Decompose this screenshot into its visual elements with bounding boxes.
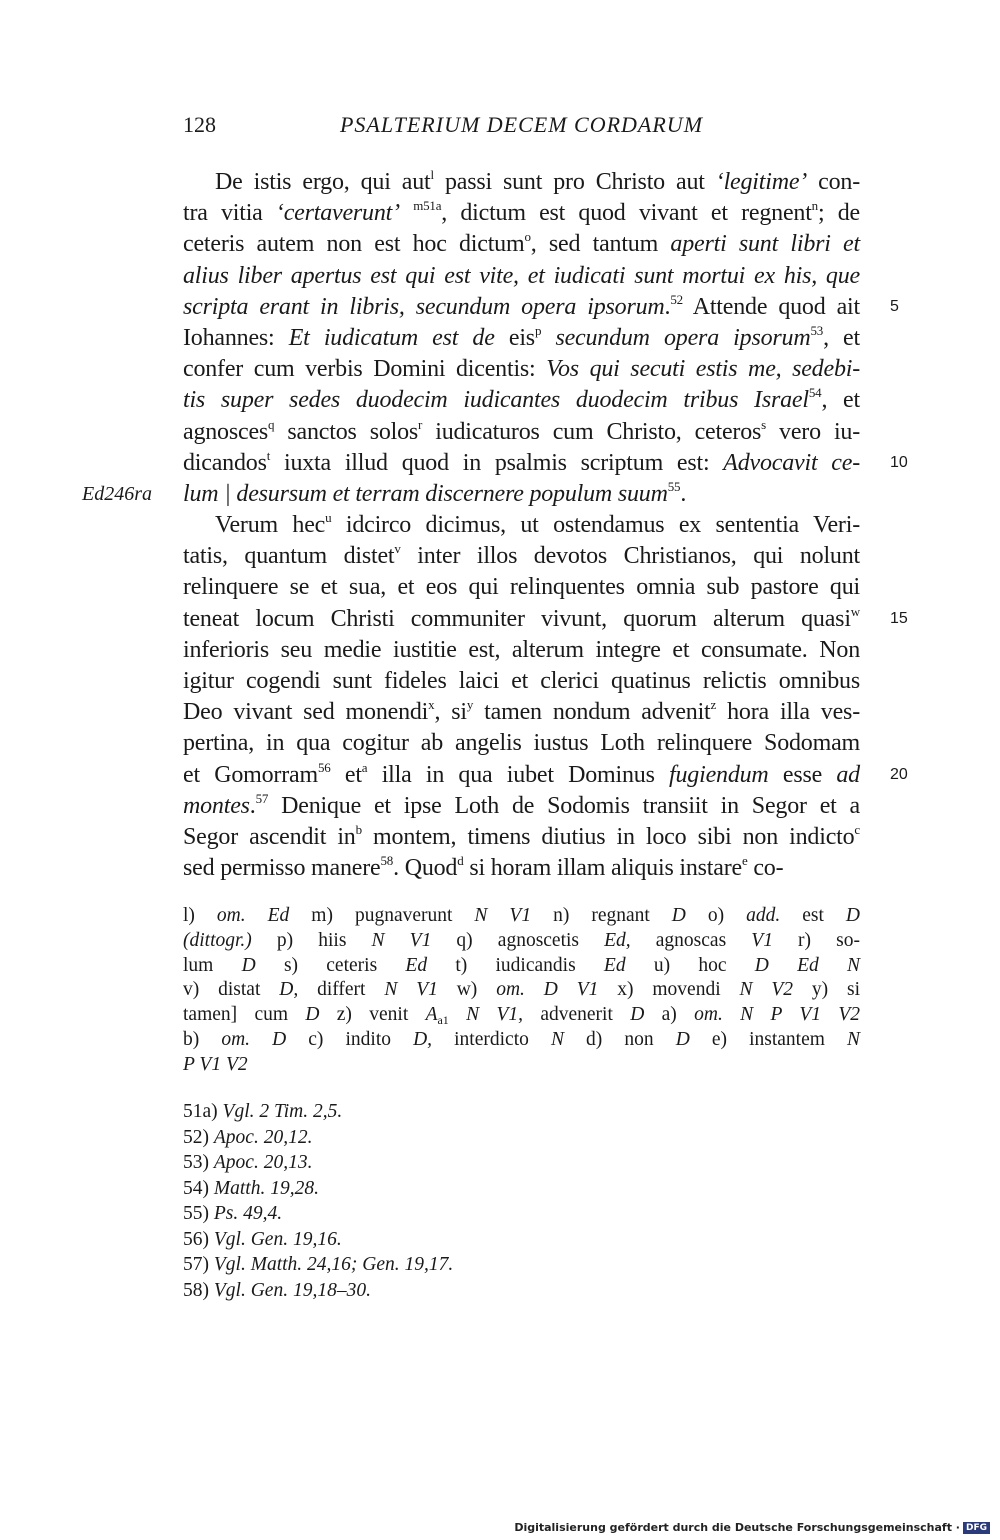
- italic-text: ‘legitime’: [715, 169, 808, 195]
- italic-text: alius liber apertus est qui est vite, et iudicati sunt mortui ex his, que: [183, 262, 860, 289]
- note-marker: x: [428, 697, 435, 713]
- italic-text: D: [845, 905, 860, 926]
- source-note: 57) Vgl. Matth. 24,16; Gen. 19,17.: [183, 1254, 454, 1275]
- italic-text: Ed: [405, 954, 428, 976]
- italic-text: Vgl. 2 Tim. 2,5.: [222, 1101, 343, 1122]
- text-line: confer cum verbis Domini dicentis: Vos qui secuti estis me, sedebi-: [183, 356, 860, 383]
- italic-text: fugiendum: [669, 761, 769, 788]
- italic-text: D,: [279, 979, 299, 1001]
- italic-text: D: [675, 1028, 690, 1050]
- note-marker: b: [355, 821, 362, 837]
- italic-text: N: [847, 1028, 861, 1050]
- italic-text: N V1: [371, 929, 432, 951]
- line-number-20: 20: [890, 766, 908, 783]
- italic-text: N: [550, 1028, 564, 1050]
- italic-text: om. D: [221, 1028, 287, 1050]
- text-line: Iohannes: Et iudicatum est de eis$^p$ secundum opera ipsorum$^{53}$, et: [183, 322, 860, 351]
- italic-text: om. Ed: [216, 905, 290, 926]
- critical-apparatus: [183, 904, 860, 1078]
- text-line: scripta erant in libris, secundum opera ipsorum.$^{52}$ Attende quod ait: [183, 291, 860, 320]
- note-marker: s: [761, 416, 767, 432]
- apparatus-line: [183, 1053, 860, 1078]
- note-marker: a: [361, 759, 368, 775]
- italic-text: P V1 V2: [183, 1053, 248, 1075]
- source-note: 55) Ps. 49,4.: [183, 1203, 283, 1224]
- line-number-10: 10: [890, 454, 908, 471]
- source-notes: [183, 1099, 860, 1303]
- italic-text: A: [425, 1004, 438, 1026]
- note-marker: q: [268, 416, 275, 432]
- line-number-5: 5: [890, 298, 899, 315]
- italic-text: D: [671, 905, 686, 926]
- note-marker: d: [457, 853, 464, 869]
- note-marker: 52: [670, 291, 683, 307]
- text-line: Deo vivant sed monendi$^x$, $si^y$ tamen nondum advenit$^z$ hora illa ves-: [183, 697, 860, 726]
- text-line: montes.$^{57}$ Denique et ipse Loth de Sodomis transiit in Segor et a: [183, 790, 860, 819]
- running-title: PSALTERIUM DECEM CORDARUM: [339, 112, 704, 137]
- italic-text: Vgl. Matth. 24,16; Gen. 19,17.: [213, 1254, 454, 1275]
- italic-text: Ed,: [604, 929, 631, 951]
- page-number: 128: [183, 112, 216, 137]
- dfg-logo: DFG: [963, 1522, 990, 1534]
- text-line: Verum hec$^u$ idcirco dicimus, ut ostendamus ex sententia Veri-: [215, 510, 860, 539]
- note-marker: n: [811, 198, 818, 214]
- italic-text: D: [241, 954, 256, 976]
- italic-text: D Ed N: [754, 954, 861, 976]
- text-line: igitur cogendi sunt fideles laici et clerici quatinus relictis omnibus: [183, 668, 860, 694]
- italic-text: N V1: [384, 979, 438, 1001]
- italic-text: Matth. 19,28.: [213, 1177, 319, 1199]
- note-marker: z: [710, 697, 717, 713]
- apparatus-line: l) om. Ed m) pugnaverunt N V1 n) regnant D o) add. est D: [183, 905, 860, 926]
- italic-text: scripta erant in libris, secundum opera ipsorum: [183, 293, 665, 320]
- italic-text: Vgl. Gen. 19,18–30.: [213, 1279, 371, 1301]
- text-line: [183, 261, 860, 292]
- italic-text: Vgl. Gen. 19,16.: [213, 1228, 342, 1250]
- note-marker: p: [534, 322, 542, 338]
- source-note: 52) Apoc. 20,12.: [183, 1126, 313, 1148]
- italic-text: add.: [746, 905, 781, 926]
- italic-text: Apoc. 20,13.: [213, 1152, 313, 1173]
- italic-text: tis super sedes duodecim iudicantes duodecim tribus Israel: [183, 387, 809, 414]
- text-line: De istis ergo, qui aut$^l$ passi sunt pro Christo aut ‘legitime’ con-: [215, 167, 860, 195]
- note-marker: w: [850, 603, 860, 619]
- apparatus-line: v) distat D, differt N V1 w) om. D V1 x) movendi N V2 y) si: [183, 979, 861, 1001]
- source-note: 53) Apoc. 20,13.: [183, 1152, 313, 1173]
- italic-text: ‘certaverunt’: [275, 200, 400, 227]
- text-line: et Gomorram$^{56}$ $et^a$ illa in qua iubet Dominus fugiendum esse ad: [183, 759, 860, 788]
- text-line: tis super sedes duodecim iudicantes duodecim tribus Israel$^{54}$, et: [183, 385, 860, 414]
- note-marker: y: [466, 697, 474, 713]
- italic-text: Et iudicatum est de: [288, 324, 495, 351]
- main-text: [183, 167, 860, 884]
- text-line: lum | desursum et terram discernere populum suum$^{55}$.: [183, 478, 687, 507]
- note-marker: r: [418, 416, 423, 432]
- source-note: 58) Vgl. Gen. 19,18–30.: [183, 1279, 371, 1301]
- italic-text: ad: [836, 761, 860, 788]
- text-line: teneat locum Christi communiter vivunt, quorum alterum quasi$^w$: [183, 603, 860, 632]
- text-line: dicandos$^t$ iuxta illud quod in psalmis scriptum est: Advocavit ce-: [183, 447, 861, 476]
- note-marker: v: [394, 541, 401, 557]
- italic-text: Apoc. 20,12.: [213, 1126, 313, 1148]
- italic-text: Ed: [603, 954, 626, 976]
- apparatus-line: tamen] cum D z) venit $A_{a1}$ N V1, advenerit D a) om. N P V1 V2: [183, 1004, 860, 1028]
- italic-text: N V1: [474, 905, 532, 926]
- note-marker: 53: [810, 322, 824, 338]
- italic-text: lum | desursum et terram discernere populum suum: [183, 480, 668, 507]
- italic-text: Ps. 49,4.: [213, 1203, 283, 1224]
- text-line: relinquere se et sua, et eos qui relinquentes omnia sub pastore qui: [183, 574, 860, 601]
- text-line: ceteris autem non est hoc dictum$^o$, sed tantum aperti sunt libri et: [183, 229, 860, 258]
- italic-text: (dittogr.): [183, 929, 252, 951]
- note-marker: e: [741, 853, 748, 869]
- text-line: Segor ascendit $in^b$ montem, timens diutius in loco sibi non indicto$^c$: [183, 821, 860, 850]
- note-marker: c: [854, 821, 860, 837]
- source-note: 54) Matth. 19,28.: [183, 1177, 319, 1199]
- text-line: pertina, in qua cogitur ab angelis iustus Loth relinquere Sodomam: [183, 730, 860, 757]
- text-line: tatis, quantum distet$^v$ inter illos devotos Christianos, qui nolunt: [183, 541, 860, 570]
- italic-text: om. N P V1 V2: [694, 1004, 860, 1026]
- italic-text: montes: [183, 792, 250, 819]
- italic-text: Vos qui secuti estis me, sedebi-: [546, 356, 860, 383]
- margin-note: Ed246ra: [82, 483, 152, 505]
- note-marker: 57: [255, 790, 269, 806]
- text-line: sed permisso manere$^{58}$. Quod$^d$ si horam illam aliquis instare$^e$ co-: [183, 853, 784, 882]
- note-marker: t: [266, 447, 271, 463]
- note-marker: m51a: [413, 198, 442, 214]
- apparatus-line: (dittogr.) p) hiis N V1 q) agnoscetis Ed, agnoscas V1 r) so-: [183, 929, 860, 951]
- italic-text: N V2: [739, 979, 794, 1001]
- page-footer: [514, 1521, 990, 1534]
- note-marker: o: [524, 229, 531, 245]
- italic-text: V1: [751, 929, 773, 951]
- apparatus-line: b) om. D c) indito D, interdicto N d) non D e) instantem N: [183, 1028, 861, 1050]
- italic-text: Advocavit ce-: [723, 449, 861, 476]
- note-marker: a1: [437, 1013, 449, 1028]
- note-marker: 55: [667, 478, 681, 494]
- italic-text: aperti sunt libri et: [670, 231, 860, 258]
- note-marker: u: [325, 510, 332, 526]
- note-marker: 58: [380, 853, 394, 869]
- note-marker: l: [430, 167, 434, 182]
- italic-text: D: [630, 1004, 645, 1026]
- text-line: agnosces$^q$ sanctos solos$^r$ iudicaturos cum Christo, ceteros$^s$ vero iu-: [183, 416, 861, 445]
- apparatus-line: lum D s) ceteris Ed t) iudicandis Ed u) hoc D Ed N: [183, 954, 861, 976]
- text-line: inferioris seu medie iustitie est, alterum integre et consumate. Non: [183, 636, 860, 663]
- note-marker: 56: [317, 759, 331, 775]
- line-number-15: 15: [890, 610, 908, 627]
- footer-text: Digitalisierung gefördert durch die Deutsche Forschungsgemeinschaft ·: [514, 1521, 960, 1534]
- note-marker: 54: [808, 385, 822, 401]
- text-line: tra vitia ‘certaverunt’ $^{m51a}$, dictum est quod vivant et regnent$^n$; de: [183, 198, 860, 227]
- source-note: 56) Vgl. Gen. 19,16.: [183, 1228, 342, 1250]
- italic-text: secundum opera ipsorum: [555, 324, 811, 351]
- italic-text: om. D V1: [496, 979, 599, 1001]
- italic-text: D,: [413, 1028, 433, 1050]
- source-note: 51a) Vgl. 2 Tim. 2,5.: [183, 1101, 343, 1122]
- page-header: [183, 112, 860, 148]
- italic-text: N V1,: [466, 1004, 524, 1026]
- italic-text: D: [305, 1004, 320, 1026]
